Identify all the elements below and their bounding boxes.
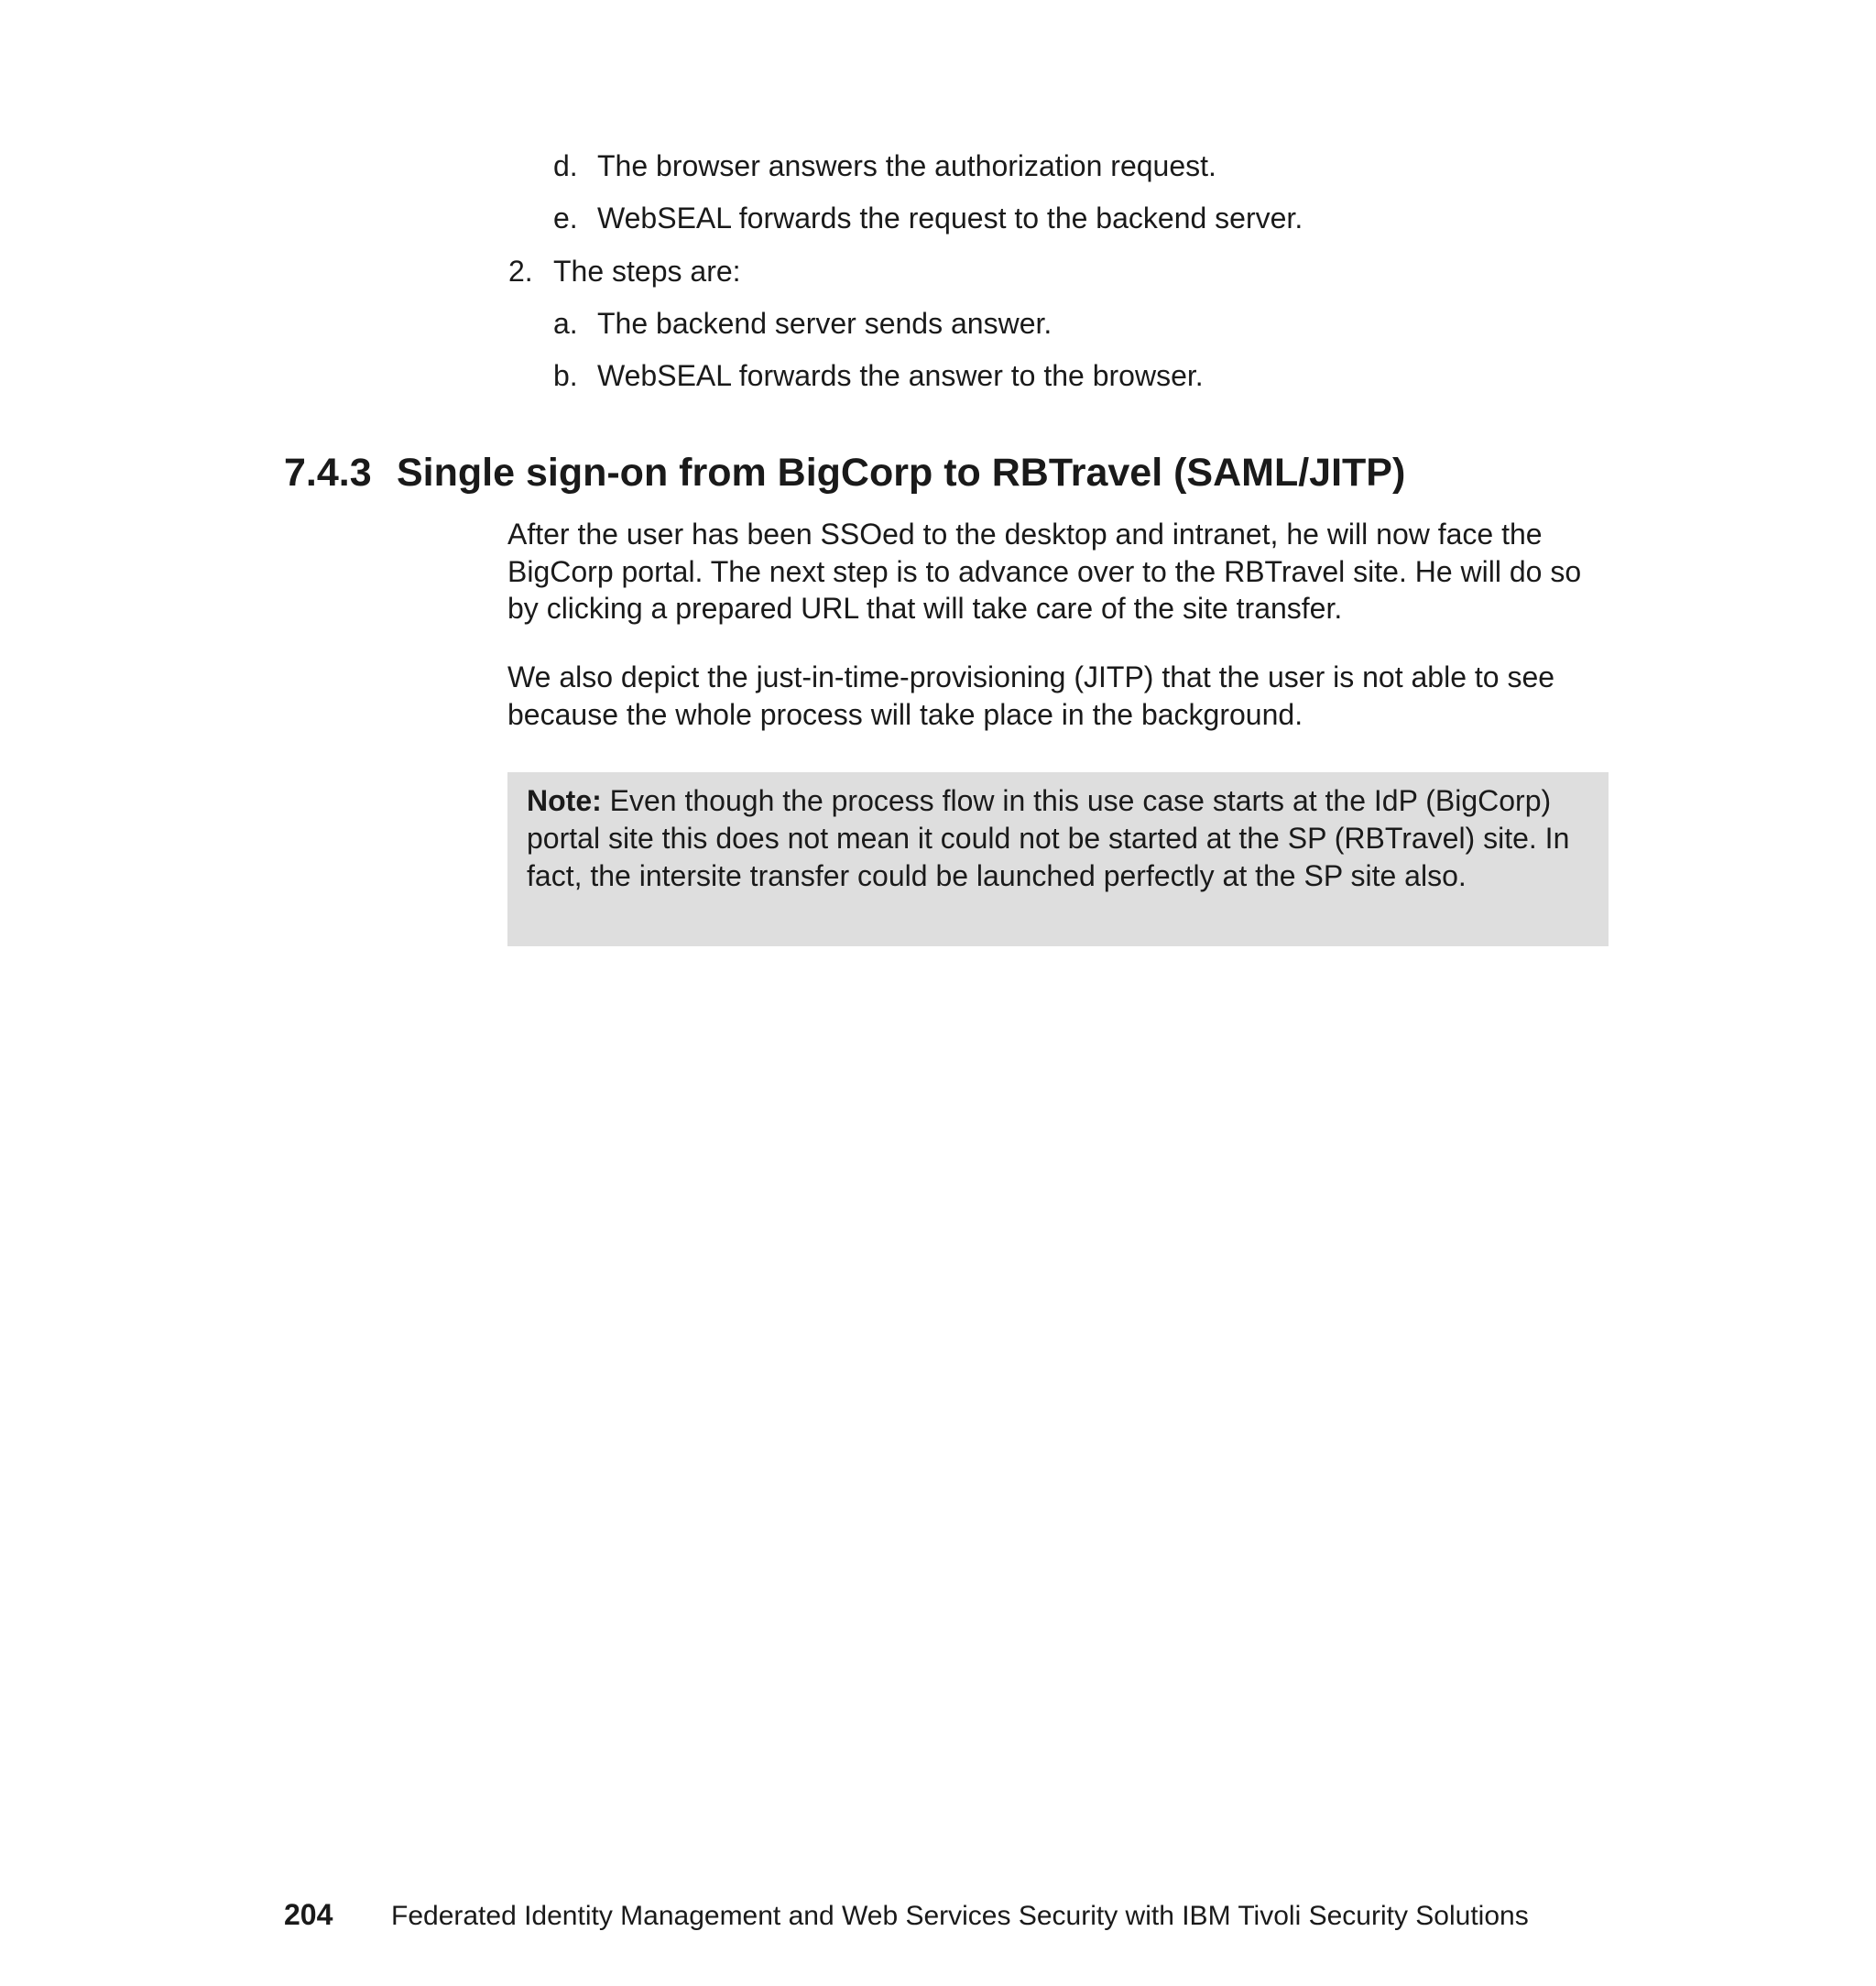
book-title: Federated Identity Management and Web Services Security with IBM Tivoli Security Solutions [391,1901,1529,1931]
list-item-step-d [553,147,1216,184]
list-item-step-a [553,305,1052,342]
list-item-step-e [553,200,1303,236]
section-title: Single sign-on from BigCorp to RBTravel (SAML/JITP) [397,451,1406,495]
list-item-step-b [553,357,1204,394]
note-box [507,772,1609,946]
body-paragraph: We also depict the just-in-time-provisioning (JITP) that the user is not able to see because the whole process will take place in the background. [507,660,1555,731]
list-marker: 2. [508,255,533,288]
note-label: Note: [527,784,602,817]
section-heading [284,449,1405,496]
page-number: 204 [284,1898,333,1931]
list-item-step-2 [508,253,741,289]
list-item-text: The steps are: [553,255,741,288]
list-marker: e. [553,202,578,235]
section-number: 7.4.3 [284,451,372,495]
list-item-text: WebSEAL forwards the request to the backend server. [597,202,1303,235]
list-marker: a. [553,307,578,340]
list-marker: b. [553,359,578,392]
list-item-text: The backend server sends answer. [597,307,1053,340]
list-item-text: WebSEAL forwards the answer to the browser. [597,359,1204,392]
list-marker: d. [553,149,578,182]
note-text: Even though the process flow in this use case starts at the IdP (BigCorp) portal site this does not mean it could not be started at the SP (RBTravel) site. In fact, the intersite transfer could be launched perfectly at the SP site also. [527,784,1570,892]
list-item-text: The browser answers the authorization request. [597,149,1216,182]
body-paragraph: After the user has been SSOed to the desktop and intranet, he will now face the BigCorp portal. The next step is to advance over to the RBTravel site. He will do so by clicking a prepared URL that will take care of the site transfer. [507,518,1582,625]
